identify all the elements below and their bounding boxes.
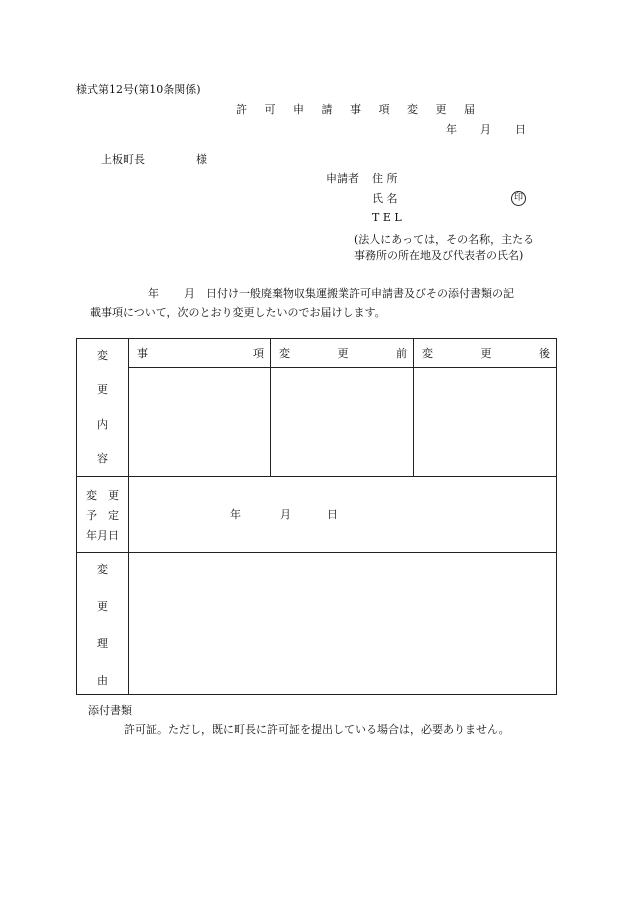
after-cell — [414, 368, 557, 477]
recipient-name: 上板町長 — [101, 153, 145, 166]
applicant-label: 申請者 — [326, 172, 359, 185]
schedule-day: 日 — [327, 508, 338, 521]
attachments-heading: 添付書類 — [88, 704, 132, 717]
header-item-char: 項 — [253, 347, 264, 360]
tel-label: T E L — [372, 211, 402, 224]
body-year: 年 — [148, 287, 159, 300]
change-content-char: 内 — [97, 417, 108, 431]
schedule-label-line: 変 更 — [86, 488, 119, 502]
before-cell — [271, 368, 414, 477]
address-label: 住 所 — [372, 172, 398, 185]
recipient-honorific: 様 — [196, 153, 207, 166]
schedule-label-line: 年月日 — [86, 528, 119, 542]
change-content-char: 変 — [97, 349, 108, 362]
header-item — [129, 339, 271, 368]
schedule-label-cell — [77, 477, 129, 553]
name-label: 氏 名 — [372, 192, 398, 205]
header-before-char: 前 — [396, 347, 407, 360]
reason-char: 由 — [97, 674, 108, 687]
schedule-value-cell — [129, 477, 557, 553]
reason-label-cell — [77, 553, 129, 695]
header-item-char: 事 — [137, 347, 148, 360]
header-after-char: 更 — [480, 347, 492, 360]
change-table — [76, 338, 556, 691]
seal-mark — [511, 191, 526, 206]
header-before-char: 変 — [279, 347, 290, 360]
schedule-label-line: 予 定 — [86, 508, 119, 522]
change-content-char: 更 — [97, 383, 108, 397]
seal-text: 印 — [511, 191, 526, 206]
change-content-char: 容 — [97, 451, 108, 465]
attachments-text: 許可証。ただし，既に町長に許可証を提出している場合は，必要ありません。 — [124, 723, 510, 736]
reason-cell — [129, 553, 557, 695]
change-content-label-cell — [77, 339, 129, 477]
header-after — [414, 339, 557, 368]
body-line2: 載事項について，次のとおり変更したいのでお届けします。 — [90, 306, 386, 319]
schedule-year: 年 — [230, 508, 241, 521]
date-month: 月 — [480, 123, 491, 136]
schedule-month: 月 — [280, 508, 291, 521]
header-before — [271, 339, 414, 368]
header-before-char: 更 — [337, 347, 349, 360]
body-month: 月 — [184, 287, 195, 300]
body-line1: 日付け一般廃棄物収集運搬業許可申請書及びその添付書類の記 — [206, 287, 514, 300]
reason-char: 理 — [97, 637, 108, 650]
form-number: 様式第12号(第10条関係) — [76, 83, 201, 96]
form-title: 許 可 申 請 事 項 変 更 届 — [236, 103, 482, 116]
date-day: 日 — [515, 123, 526, 136]
applicant-note-1: (法人にあっては，その名称，主たる — [354, 233, 535, 246]
date-year: 年 — [446, 123, 457, 136]
applicant-note-2: 事務所の所在地及び代表者の氏名) — [354, 249, 524, 262]
header-after-char: 後 — [539, 347, 550, 360]
header-after-char: 変 — [422, 347, 433, 360]
item-cell — [129, 368, 271, 477]
reason-char: 更 — [97, 600, 108, 613]
reason-char: 変 — [97, 563, 108, 576]
